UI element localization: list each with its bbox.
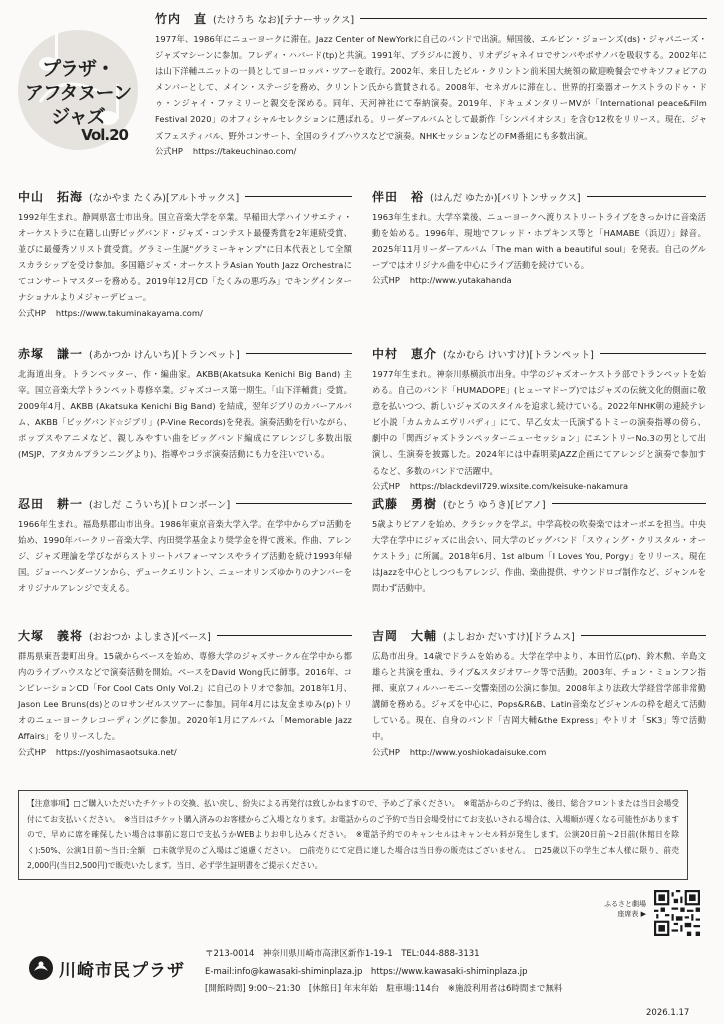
logo-line-3: ジャズ: [51, 106, 105, 128]
kawasaki-city-emblem-icon: [28, 955, 54, 981]
musician-bio: 1966年生まれ。福島県郡山市出身。1986年東京音楽大学入学。在学中からプロ活動を始め、1990年バークリー音楽大学、内田奨学基金より奨学金を得て渡米。作曲、アレンジ、ジャズ理論を学びながらストリートパフォーマンスやライブ活動を続け1993年帰国。ジョーヘンダーソンから、デュークエリントン、ニューオリンズゆかりのナンバーをオリジナルアレンジで支える。: [18, 519, 352, 594]
header-rule: [236, 503, 352, 505]
profile-takeuchi: [155, 10, 707, 158]
musician-instrument: [バリトンサックス]: [497, 192, 581, 204]
profile-nakayama: [18, 188, 352, 320]
qr-caption-line-1: ふるさと劇場: [604, 900, 646, 908]
header-rule: [552, 503, 706, 505]
hp-link[interactable]: https://yoshimasaotsuka.net/: [55, 746, 177, 757]
official-hp: [372, 479, 706, 493]
official-hp: [372, 273, 706, 287]
musician-reading: (なかむら けいすけ): [443, 349, 530, 361]
musician-instrument: [ピアノ]: [510, 499, 546, 511]
musician-instrument: [テナーサックス]: [280, 14, 355, 26]
logo-vol: Vol.20: [81, 126, 128, 144]
hp-label: 公式HP: [372, 480, 400, 491]
profile-handa: [372, 188, 706, 287]
musician-name: 赤塚 謙一: [18, 347, 84, 361]
musician-instrument: [ドラムス]: [529, 631, 575, 643]
official-hp: [18, 745, 352, 759]
profile-akatsuka: [18, 345, 352, 463]
musician-bio: 5歳よりピアノを始め、クラシックを学ぶ。中学高校の吹奏楽ではオーボエを担当。中央大学在学中にジャズに出会い、同大学のビッグバンド「スウィング・クリスタル・オーケストラ」に所属。2018年6月、1st album「I Loves You, Porgy」をリリース。現在はJazzを中心としつつもアレンジ、作曲、楽曲提供、サウンドロゴ制作など、ジャンルを問わず活動中。: [372, 519, 706, 594]
hp-label: 公式HP: [18, 307, 46, 318]
profile-header: [18, 495, 352, 512]
musician-bio: 北海道出身。トランペッター、作・編曲家。AKBB(Akatsuka Kenichi Big Band) 主宰。国立音楽大学トランペット専修卒業。ジャズコース第一期生。「山下洋輔賞」受賞。2009年4月、AKBB (Akatsuka Kenichi Big Band) を結成，翌年ジブリのカバーアルバム、AKBB「ビッグバンド☆ジブリ」(P-Vine Records)を発表。演奏活動を行いながら、ポップスやアニメなど、親しみやすい曲をビッグバンド編成にアレンジし多数出版(MSJP、アタカルプランニングより)、指導やコラボ演奏活動にも力を注いでいる。: [18, 369, 352, 460]
musician-bio: 群馬県東吾妻町出身。15歳からベースを始め、専修大学のジャズサークル在学中から都内のライブハウスなどで演奏活動を開始。ベースをDavid Wong氏に師事。2016年、コンピレーションCD「For Cool Cats Only Vol.2」に自己のトリオで参加。2018年1月、Jason Lee Bruns(ds)とのロサンゼルスツアーに参加。同年4月には友金まゆみ(p)トリオのニューヨークレコーディングに参加。2020年1月にアルバム「Memorable Jazz Affairs」をリリースした。: [18, 651, 352, 742]
profile-header: [18, 627, 352, 644]
notice-box: [18, 790, 688, 880]
musician-name: 中山 拓海: [18, 190, 84, 204]
header-rule: [217, 635, 352, 637]
header-rule: [587, 196, 706, 198]
publish-date: 2026.1.17: [646, 1008, 690, 1018]
hp-link[interactable]: http://www.yoshiokadaisuke.com: [409, 746, 547, 757]
official-hp: [155, 144, 707, 158]
musician-instrument: [トランペット]: [529, 349, 594, 361]
hp-link[interactable]: https://takeuchinao.com/: [192, 145, 297, 156]
venue-logo: [28, 955, 185, 981]
profile-yoshioka: [372, 627, 706, 759]
venue-contact: [205, 946, 562, 999]
profile-header: [155, 10, 707, 27]
musician-name: 大塚 義将: [18, 629, 84, 643]
hp-link[interactable]: http://www.yutakahanda: [409, 275, 512, 286]
musician-bio: 1992年生まれ。静岡県富士市出身。国立音楽大学を卒業。早稲田大学ハイソサエティ・オーケストラに在籍し山野ビッグバンド・ジャズ・コンテスト最優秀賞を2年連続受賞、並びに最優秀ソリスト賞受賞。グラミー生誕"グラミーキャンプ"に日本代表として全額スカラシップを受け参加。多国籍ジャズ・オーケストラAsian Youth Jazz Orchestraにてコンサートマスターを務める。2019年12月CD「たくみの悪巧み」でキングインターナショナルよりメジャーデビュー。: [18, 212, 352, 303]
musician-bio: 1963年生まれ。大学卒業後、ニューヨークへ渡りストリートライブをきっかけに音楽活動を始める。1996年、現地でフレッド・ホプキンス等と「HAMABE（浜辺）」録音。2025年11月リーダーアルバム「The man with a beautiful soul」を発表。自己のグループではオリジナル曲を中心にライブ活動を続けている。: [372, 212, 706, 271]
header-rule: [360, 18, 707, 20]
musician-reading: (おおつか よしまさ): [89, 631, 176, 643]
musician-name: 伴田 裕: [372, 190, 425, 204]
musician-instrument: [トロンボーン]: [165, 499, 231, 511]
profile-header: [372, 345, 706, 362]
profile-nakamura: [372, 345, 706, 493]
musician-reading: (おしだ こういち): [89, 499, 166, 511]
qr-caption-line-2: 座席表 ▶: [617, 910, 646, 918]
musician-instrument: [トランペット]: [175, 349, 240, 361]
seating-chart-qr-code[interactable]: [654, 890, 700, 936]
event-logo: [10, 22, 146, 158]
venue-address: 〒213-0014 神奈川県川崎市高津区新作1-19-1 TEL:044-888-3131: [205, 949, 480, 959]
musician-name: 竹内 直: [155, 12, 208, 26]
profile-header: [18, 345, 352, 362]
hp-link[interactable]: https://blackdevil729.wixsite.com/keisuke-nakamura: [409, 480, 629, 491]
hp-label: 公式HP: [372, 746, 400, 757]
profile-otsuka: [18, 627, 352, 759]
profile-header: [372, 627, 706, 644]
official-hp: [18, 306, 352, 320]
musician-reading: (むとう ゆうき): [443, 499, 511, 511]
qr-caption: [588, 899, 646, 919]
musician-bio: 1977年、1986年にニューヨークに滞在。Jazz Center of NewYorkに自己のバンドで出演。帰国後、エルビン・ジョーンズ(ds)・ジャパニーズ・ジャズマシーンに参加。フレディ・ハバード(tp)と共演。1991年、ブラジルに渡り、リオデジャネイロでサンバやボサノバを吸収する。2002年には山下洋輔ユニットの一員としてヨーロッパ・ツアーを敢行。2002年、来日したビル・クリントン前米国大統領の歓迎晩餐会でサキソフォピアのメンバーとして、メイン・ステージを務め、クリントン氏から賞賛される。2008年、セネガルに滞在し、世界的打楽器オーケストラのドゥ・ドゥ・ンジャイ・ファミリーと親交を深める。同年、天河神社にて奉納演奏。2019年、ドキュメンタリーMVが「International peace&Film Festival 2020」のオフィシャルセレクションに選ばれる。リーダーアルバムとして最新作「シンパイオシス」を含む12枚をリリース。現在、ジャズフェスティバル、野外コンサート、全国のライブハウスなどで演奏。NHKセッションなどのFM番組にも多数出演。: [155, 34, 707, 141]
logo-line-2: アフタヌーン: [24, 82, 132, 104]
header-rule: [246, 353, 352, 355]
musician-reading: (はんだ ゆたか): [430, 192, 498, 204]
header-rule: [581, 635, 706, 637]
musician-instrument: [アルトサックス]: [165, 192, 240, 204]
hp-label: 公式HP: [155, 145, 183, 156]
notice-text: 【注意事項】□ご購入いただいたチケットの交換、払い戻し、紛失による再発行は致しかねますので、予めご了承ください。 ※電話からのご予約は、後日、総合フロントまたは当日会場受付にてお支払いください。 ※当日はチケット購入済みのお客様からご入場となります。お電話からのご予約で当日会場受付にてお支払いされる場合は、入場順が遅くなる可能性がありますので、早めに席を確保したい場合は事前に窓口で支払うかWEBよりお申し込みください。 ※電話予約でのキャンセルはキャンセル料が発生します。公演20日前～2日前(休館日を除く):50%、公演1日前～当日:全額 □未就学児のご入場はご遠慮ください。 □前売りにて定員に達した場合は当日券の販売はございません。 □25歳以下の学生ご本人様に限り、前売2,000円(当日2,500円)で販売いたします。当日、必ず学生証明書をご提示ください。: [27, 799, 679, 871]
musician-reading: (あかつか けんいち): [89, 349, 176, 361]
header-rule: [600, 353, 706, 355]
musician-name: 中村 恵介: [372, 347, 438, 361]
hp-label: 公式HP: [18, 746, 46, 757]
profile-oshida: [18, 495, 352, 596]
musician-bio: 1977年生まれ。神奈川県横浜市出身。中学のジャズオーケストラ部でトランペットを始める。自己のバンド「HUMADOPE」(ヒューマドープ)ではジャズの伝統文化的側面に敬意を払いつつ、新しいジャズのスタイルを追求し続けている。2022年NHK朝の連続テレビ小説「カムカムエヴリバディ」にて、早乙女太一氏演ずるトミーの演奏指導の傍ら、劇中の「関西ジャズトランペッターニューセッション」にエントリーNo.3の男として出演し、生演奏を披露した。2024年には中森明菜JAZZ企画にてアレンジと演奏で参加するなど、多数のバンドで活躍中。: [372, 369, 706, 476]
hp-link[interactable]: https://www.takuminakayama.com/: [55, 307, 203, 318]
venue-name: 川崎市民プラザ: [59, 960, 185, 981]
profile-header: [372, 495, 706, 512]
musician-reading: (なかやま たくみ): [89, 192, 166, 204]
profile-muto: [372, 495, 706, 596]
venue-email-url[interactable]: E-mail:info@kawasaki-shiminplaza.jp https://www.kawasaki-shiminplaza.jp: [205, 966, 528, 977]
musician-name: 忍田 耕一: [18, 497, 84, 511]
musician-name: 吉岡 大輔: [372, 629, 438, 643]
musician-instrument: [ベース]: [175, 631, 211, 643]
musician-reading: (たけうち なお): [213, 14, 281, 26]
header-rule: [245, 196, 352, 198]
hp-label: 公式HP: [372, 275, 400, 286]
profile-header: [372, 188, 706, 205]
logo-line-1: プラザ・: [41, 58, 114, 80]
musician-bio: 広島市出身。14歳でドラムを始める。大学在学中より、本田竹広(pf)、鈴木勲、辛島文雄らと共演を重ね、ライブ&スタジオワーク等で活動。2003年、チョン・ミョンフン指揮、東京フィルハーモニー交響楽団の公演に参加。2008年より法政大学経営学部非常勤講師を務める。ジャズを中心に、Pops&R&B、Latin音楽などジャンルの枠を超えて活動している。現在、自身のバンド「吉岡大輔&the Express」やトリオ「SK3」等で活動中。: [372, 651, 706, 742]
musician-reading: (よしおか だいすけ): [443, 631, 530, 643]
official-hp: [372, 745, 706, 759]
profile-header: [18, 188, 352, 205]
musician-name: 武藤 勇樹: [372, 497, 438, 511]
venue-hours: [開館時間] 9:00～21:30 [休館日] 年末年始 駐車場:114台 ※施設利用者は6時間まで無料: [205, 984, 563, 995]
